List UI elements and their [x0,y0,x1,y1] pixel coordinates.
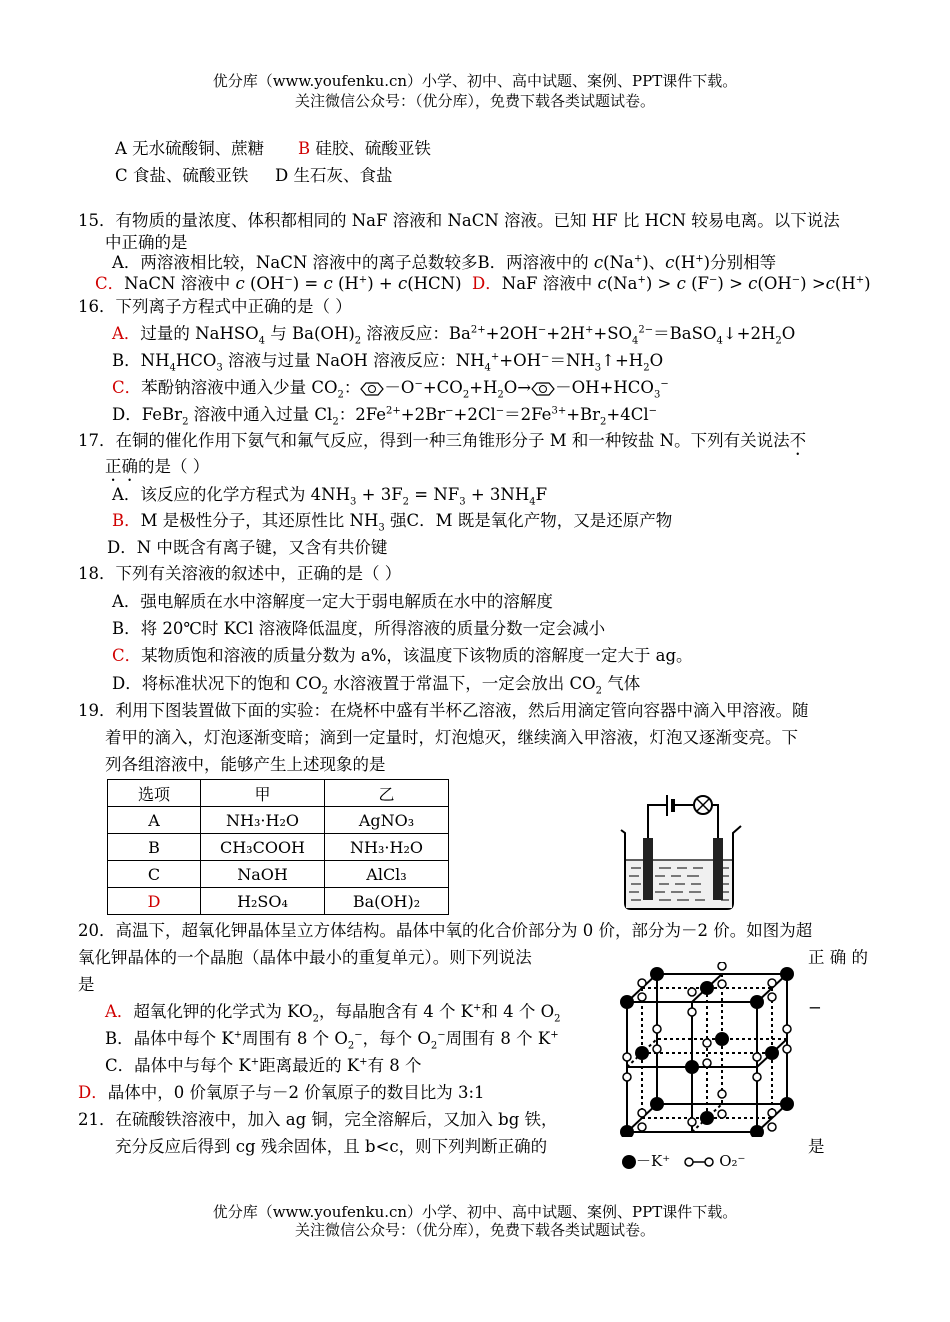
q15-option-c-d: C．NaCN 溶液中 c (OH−) = c (H+) + c(HCN) D．NaF 溶液中 c(Na+) > c (F−) > c(OH−) >c(H+) [95,274,871,293]
legend: －K⁺ O₂⁻ [622,1150,745,1173]
q16-option-c: C．苯酚钠溶液中通入少量 $CO_2$： $-O^-+CO_2+H_2O\to -OH+HCO_3^-$ [112,378,669,401]
q14-option-a: A 无水硫酸铜、蔗糖 [115,139,265,158]
header-line-1: 优分库（www.youfenku.cn）小学、初中、高中试题、案例、PPT课件下载。 [212,72,738,90]
q18-stem: 18．下列有关溶液的叙述中，正确的是（ ） [78,564,402,583]
header-line-2: 关注微信公众号：（优分库），免费下载各类试题试卷。 [294,92,655,110]
q15-stem-2: 中正确的是 [105,233,188,252]
q20-option-a-sup: − [808,998,822,1017]
benzene-ring-icon [360,382,384,396]
q17-option-a: A．该反应的化学方程式为 $4NH_3 + 3F_2 = NF_3 + 3NH_4F$ [112,485,548,508]
q20-option-c: C．晶体中与每个 K+距离最近的 K+有 8 个 [105,1056,422,1075]
q21-stem-2-tail: 是 [808,1137,825,1156]
q17-stem-2: 正确的是（ ） [105,457,210,476]
q18-option-c: C．某物质饱和溶液的质量分数为 a%，该温度下该物质的溶解度一定大于 ag。 [112,646,693,665]
q15-option-a: A．两溶液相比较，NaCN 溶液中的离子总数较多B．两溶液中的 c(Na+)、c(H+)分别相等 [112,253,777,272]
crystal-cell-diagram [612,962,802,1137]
table-row: B CH₃COOH NH₃·H₂O [108,834,449,861]
k-ion-icon [622,1155,636,1169]
q19-stem-3: 列各组溶液中，能够产生上述现象的是 [105,755,386,774]
q17-stem-1: 17．在铜的催化作用下氨气和氟气反应，得到一种三角锥形分子 M 和一种铵盐 N。下列有关说法不 [78,431,807,450]
q20-stem-3: 是 [78,975,95,994]
q17-option-b-c: B．M 是极性分子，其还原性比 $NH_3$ 强C．M 既是氧化产物，又是还原产物 [112,511,673,534]
q20-option-a: A．超氧化钾的化学式为 $KO_2$，每晶胞含有 4 个 K+和 4 个 $O_2$ [105,1002,561,1025]
table-header: 乙 [325,780,449,807]
electrode-left [643,838,653,900]
table-row: D H₂SO₄ Ba(OH)₂ [108,888,449,915]
benzene-ring-icon [531,382,555,396]
q14-option-d: D 生石灰、食盐 [275,166,393,185]
q19-stem-2: 着甲的滴入，灯泡逐渐变暗；滴到一定量时，灯泡熄灭，继续滴入甲溶液，灯泡又逐渐变亮。下 [105,728,798,747]
q15-stem-1: 15．有物质的量浓度、体积都相同的 NaF 溶液和 NaCN 溶液。已知 HF 比 HCN 较易电离。以下说法 [78,211,840,230]
q14-option-c: C 食盐、硫酸亚铁 [115,166,249,185]
table-header: 选项 [108,780,201,807]
q16-option-d: D．FeBr$_2$ 溶液中通入过量 $Cl_2$：$2Fe^{2+}+2Br^-+2Cl^-=2Fe^{3+}+Br_2+4Cl^-$ [112,405,658,428]
q19-stem-1: 19．利用下图装置做下面的实验：在烧杯中盛有半杯乙溶液，然后用滴定管向容器中滴入甲溶液。随 [78,701,809,720]
electrode-right [713,838,723,900]
q17-option-d: D．N 中既含有离子键，又含有共价键 [107,538,388,557]
q21-stem-1: 21．在硫酸铁溶液中，加入 ag 铜，完全溶解后，又加入 bg 铁， [78,1110,558,1129]
q18-option-d: D．将标准状况下的饱和 $CO_2$ 水溶液置于常温下，一定会放出 $CO_2$ 气体 [112,674,641,697]
q14-option-b: B 硅胶、硫酸亚铁 [298,139,431,158]
footer-line-2: 关注微信公众号：（优分库），免费下载各类试题试卷。 [294,1221,655,1239]
q20-stem-2: 氧化钾晶体的一个晶胞（晶体中最小的重复单元）。则下列说法 [78,948,532,967]
table-header: 甲 [201,780,325,807]
q20-option-d: D．晶体中，0 价氧原子与－2 价氧原子的数目比为 3:1 [78,1083,485,1102]
q16-option-a: A．过量的 NaHSO$_4$ 与 $Ba(OH)_2$ 溶液反应：$Ba^{2+}+2OH^-+2H^++SO_4^{2-}=BaSO_4↓+2H_2O$ [112,324,796,347]
q20-option-b: B．晶体中每个 K+周围有 8 个 $O_2^-$，每个 $O_2^-$周围有 8 个 K+ [105,1029,559,1052]
q18-option-b: B．将 20℃时 KCl 溶液降低温度，所得溶液的质量分数一定会减小 [112,619,606,638]
o2-ion-icon [684,1151,714,1173]
q20-stem-2-tail: 正 确 的 [808,948,868,967]
q21-stem-2: 充分反应后得到 cg 残余固体，且 b<c，则下列判断正确的 [115,1137,548,1156]
q18-option-a: A．强电解质在水中溶解度一定大于弱电解质在水中的溶解度 [112,592,553,611]
beaker-circuit-diagram [615,788,750,913]
q16-stem: 16．下列离子方程式中正确的是（ ） [78,297,352,316]
q20-stem-1: 20．高温下，超氧化钾晶体呈立方体结构。晶体中氧的化合价部分为 0 价，部分为－2 价。如图为超 [78,921,813,940]
q16-option-b: B．$NH_4HCO_3$ 溶液与过量 NaOH 溶液反应：$NH_4^++OH^-=NH_3↑+H_2O$ [112,351,664,374]
table-row: C NaOH AlCl₃ [108,861,449,888]
table-row: A NH₃·H₂O AgNO₃ [108,807,449,834]
footer-line-1: 优分库（www.youfenku.cn）小学、初中、高中试题、案例、PPT课件下载。 [212,1203,738,1221]
q19-options-table [107,779,449,915]
